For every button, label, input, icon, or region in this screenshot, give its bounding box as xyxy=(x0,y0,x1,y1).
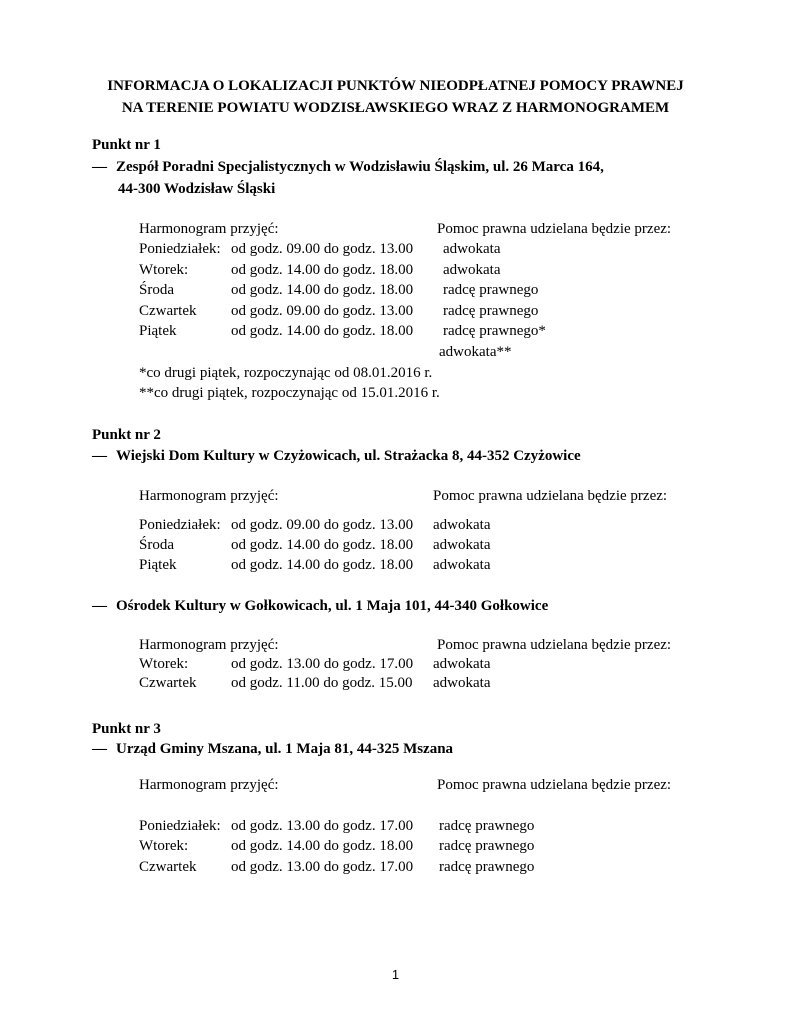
dash-marker: — xyxy=(92,159,107,175)
schedule-day: Piątek xyxy=(139,323,177,339)
schedule-hours: od godz. 14.00 do godz. 18.00 xyxy=(231,557,414,573)
schedule-by: radcę prawnego xyxy=(443,303,539,319)
schedule-hours: od godz. 11.00 do godz. 15.00 xyxy=(231,675,413,691)
schedule-by: adwokata xyxy=(433,656,491,672)
schedule-hours: od godz. 13.00 do godz. 17.00 xyxy=(231,859,414,875)
punkt-2-location-a xyxy=(92,448,581,465)
schedule-hours: od godz. 09.00 do godz. 13.00 xyxy=(231,241,414,257)
schedule-hours: od godz. 09.00 do godz. 13.00 xyxy=(231,517,414,533)
punkt-2-help-label: Pomoc prawna udzielana będzie przez: xyxy=(433,488,668,504)
schedule-hours: od godz. 14.00 do godz. 18.00 xyxy=(231,537,414,553)
schedule-day: Wtorek: xyxy=(139,838,189,854)
punkt-1-location-line1: Zespół Poradni Specjalistycznych w Wodzisławiu Śląskim, ul. 26 Marca 164, xyxy=(116,159,604,175)
punkt-3-help-label: Pomoc prawna udzielana będzie przez: xyxy=(437,777,672,793)
schedule-hours: od godz. 14.00 do godz. 18.00 xyxy=(231,262,414,278)
title-line-1: INFORMACJA O LOKALIZACJI PUNKTÓW NIEODPŁATNEJ POMOCY PRAWNEJ xyxy=(107,78,684,94)
schedule-day: Wtorek: xyxy=(139,656,189,672)
schedule-day: Poniedziałek: xyxy=(139,241,221,257)
title-line-2: NA TERENIE POWIATU WODZISŁAWSKIEGO WRAZ Z HARMONOGRAMEM xyxy=(121,100,670,116)
schedule-by: radcę prawnego xyxy=(439,838,535,854)
punkt-2-schedule-label: Harmonogram przyjęć: xyxy=(139,488,279,504)
schedule-day: Czwartek xyxy=(139,303,197,319)
punkt-1-location xyxy=(92,159,604,176)
punkt-1-note-1: *co drugi piątek, rozpoczynając od 08.01.2016 r. xyxy=(139,365,433,381)
punkt-1-help-label: Pomoc prawna udzielana będzie przez: xyxy=(437,221,672,237)
schedule-day: Środa xyxy=(139,282,174,298)
document-title xyxy=(60,75,731,119)
punkt-3-heading: Punkt nr 3 xyxy=(92,721,161,737)
schedule-day: Wtorek: xyxy=(139,262,189,278)
schedule-by: adwokata xyxy=(443,262,501,278)
punkt-2-location-b xyxy=(92,598,548,615)
schedule-by: radcę prawnego xyxy=(439,818,535,834)
punkt-3-location xyxy=(92,741,453,758)
schedule-day: Czwartek xyxy=(139,859,197,875)
schedule-hours: od godz. 09.00 do godz. 13.00 xyxy=(231,303,414,319)
punkt-2-location-b-text: Ośrodek Kultury w Gołkowicach, ul. 1 Maja 101, 44-340 Gołkowice xyxy=(116,598,549,614)
punkt-3-location-text: Urząd Gminy Mszana, ul. 1 Maja 81, 44-325 Mszana xyxy=(116,741,454,757)
schedule-day: Piątek xyxy=(139,557,177,573)
schedule-day: Czwartek xyxy=(139,675,197,691)
punkt-1-note-2: **co drugi piątek, rozpoczynając od 15.01.2016 r. xyxy=(139,385,440,401)
schedule-day: Poniedziałek: xyxy=(139,818,221,834)
schedule-hours: od godz. 14.00 do godz. 18.00 xyxy=(231,323,414,339)
schedule-by: radcę prawnego xyxy=(443,282,539,298)
punkt-1-location-line2: 44-300 Wodzisław Śląski xyxy=(118,181,276,197)
punkt-1-heading: Punkt nr 1 xyxy=(92,137,161,153)
schedule-by: adwokata xyxy=(433,675,491,691)
schedule-day: Poniedziałek: xyxy=(139,517,221,533)
punkt-1-schedule-label: Harmonogram przyjęć: xyxy=(139,221,279,237)
punkt-2b-schedule-label: Harmonogram przyjęć: xyxy=(139,637,279,653)
schedule-by: adwokata xyxy=(433,557,491,573)
schedule-by: radcę prawnego* xyxy=(443,323,546,339)
punkt-2-heading: Punkt nr 2 xyxy=(92,427,161,443)
punkt-2-location-a-text: Wiejski Dom Kultury w Czyżowicach, ul. Strażacka 8, 44-352 Czyżowice xyxy=(116,448,581,464)
schedule-by-extra: adwokata** xyxy=(439,344,512,360)
schedule-hours: od godz. 13.00 do godz. 17.00 xyxy=(231,656,414,672)
schedule-hours: od godz. 14.00 do godz. 18.00 xyxy=(231,838,414,854)
punkt-3-schedule-label: Harmonogram przyjęć: xyxy=(139,777,279,793)
dash-marker: — xyxy=(92,741,107,757)
schedule-day: Środa xyxy=(139,537,174,553)
schedule-by: adwokata xyxy=(433,517,491,533)
schedule-by: adwokata xyxy=(433,537,491,553)
page-number: 1 xyxy=(391,967,400,982)
dash-marker: — xyxy=(92,448,107,464)
schedule-by: radcę prawnego xyxy=(439,859,535,875)
dash-marker: — xyxy=(92,598,107,614)
schedule-hours: od godz. 13.00 do godz. 17.00 xyxy=(231,818,414,834)
schedule-hours: od godz. 14.00 do godz. 18.00 xyxy=(231,282,414,298)
punkt-2b-help-label: Pomoc prawna udzielana będzie przez: xyxy=(437,637,672,653)
schedule-by: adwokata xyxy=(443,241,501,257)
